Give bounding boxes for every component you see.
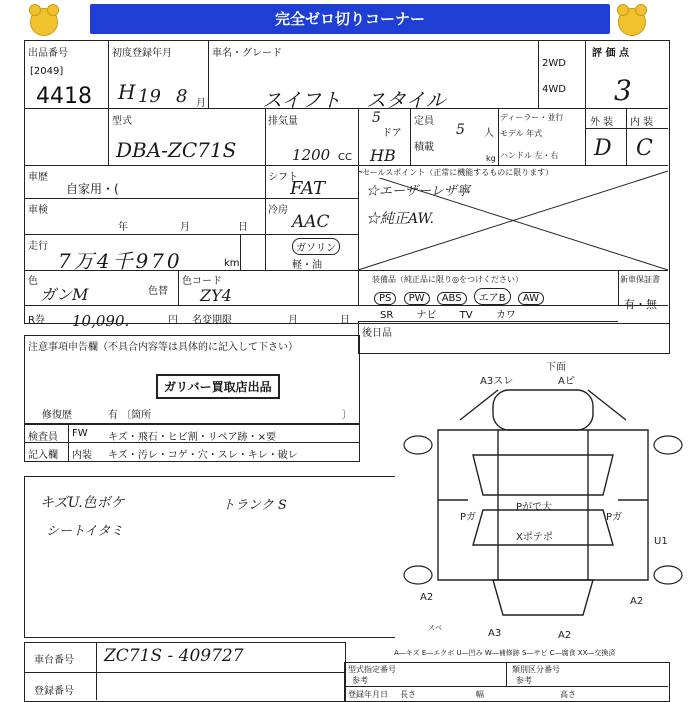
diagram-label-xpo: Xポテポ	[516, 532, 553, 543]
model-code-label: 型式指定番号	[348, 665, 396, 674]
exterior-grade: D	[594, 136, 612, 161]
chassis-value: ZC71S - 409727	[104, 646, 244, 666]
plate-label: 登録番号	[34, 686, 74, 697]
warranty-value: 有・無	[624, 298, 657, 311]
handwritten-note-2: シートイタミ	[46, 524, 124, 539]
inspection-row-2: キズ・汚レ・コゲ・穴・スレ・キレ・破レ	[108, 450, 298, 461]
use-value: 自家用・(	[66, 182, 119, 196]
inspection-interior: 内装	[72, 450, 92, 461]
repair-label: 修復歴	[42, 410, 72, 421]
km-unit: km	[224, 258, 240, 269]
recycle-value: 10,090.	[72, 312, 130, 330]
lot-sub: [2049]	[30, 66, 64, 77]
sales-point-1: ☆エーザーレザ寧	[366, 184, 470, 199]
diagram-label-a2-left: A2	[420, 592, 434, 603]
color-label: 色	[28, 276, 38, 287]
diagram-label-sube: スベ	[428, 624, 442, 632]
shaken-label: 車検	[28, 205, 48, 216]
model-code-ref: 参考	[352, 676, 368, 685]
inspection-fw: FW	[72, 428, 88, 439]
inspection-row-1: キズ・飛石・ヒビ割・リペア跡・×要	[108, 432, 276, 443]
persons-unit: 人	[484, 128, 494, 139]
repair-value: 有 〔箇所	[108, 410, 152, 421]
fuel-gasoline: ガソリン	[292, 238, 340, 255]
use-label: 車歴	[28, 172, 48, 183]
width-label: 幅	[476, 690, 484, 699]
dealer-label: ディーラー・並行	[500, 113, 564, 122]
reg-month-unit: 月	[288, 315, 298, 326]
rear-items-box	[358, 321, 670, 354]
lot-label: 出品番号	[28, 48, 68, 59]
sales-point-2: ☆純正AW.	[366, 211, 434, 227]
model-label: 型式	[112, 116, 132, 127]
diagram-label-a2-right: A2	[630, 596, 644, 607]
equip-ps: PS	[374, 292, 396, 305]
car-name: スイフト	[262, 88, 341, 112]
doors-value: 5	[372, 110, 381, 126]
category-ref: 参考	[516, 676, 532, 685]
equipment-row-2	[380, 306, 520, 321]
diagram-label-pg-center: Pがで大	[516, 502, 553, 513]
equip-pw: PW	[404, 292, 430, 305]
equipment-row-1	[374, 288, 548, 305]
recorder-label: 記入欄	[28, 450, 58, 461]
diagram-label-bottom: 下面	[546, 362, 566, 373]
shaken-month: 月	[180, 222, 190, 233]
body-type: HB	[370, 146, 396, 165]
diagram-label-a3: A3スレ	[480, 376, 514, 387]
cert-label: 登録年月日	[348, 690, 388, 699]
fuel-diesel: 軽・油	[292, 260, 322, 271]
cargo-label: 積載	[414, 142, 434, 153]
exterior-label: 外 装	[590, 117, 614, 128]
car-damage-diagram	[398, 360, 688, 650]
grade: スタイル	[366, 88, 446, 112]
color-value: ガンM	[40, 285, 89, 304]
mascot-right-icon	[618, 8, 646, 36]
length-label: 長さ	[400, 690, 416, 699]
handwritten-note-1: キズU.色ボケ	[40, 495, 125, 511]
stamp: ガリバー買取店出品	[156, 374, 280, 399]
rating: 3	[614, 74, 632, 107]
notes-title: 注意事項申告欄（不具合内容等は具体的に記入して下さい）	[28, 342, 298, 353]
new-car-warranty-label: 新車保証書	[620, 275, 660, 284]
diagram-label-ap: Aピ	[558, 376, 575, 387]
rear-items-label: 後日品	[362, 328, 392, 339]
interior-label: 内 装	[630, 117, 654, 128]
shift-value: FAT	[290, 178, 325, 199]
handwritten-note-3: トランク S	[222, 498, 287, 513]
mileage-label: 走行	[28, 241, 48, 252]
equipment-title: 装備品（純正品に限り◎をつけください）	[372, 275, 523, 284]
displacement: 1200	[292, 146, 331, 164]
color-code: ZY4	[200, 286, 232, 305]
mileage-value: 7万4千970	[58, 249, 183, 273]
inspector-label: 検査員	[28, 432, 58, 443]
kg-unit: kg	[486, 154, 496, 163]
diagram-label-u1: U1	[654, 536, 668, 547]
lot-number: 4418	[36, 84, 92, 109]
drive-4wd: 4WD	[542, 84, 566, 95]
repair-close: 〕	[342, 410, 352, 421]
chassis-label: 車台番号	[34, 655, 74, 666]
diagram-label-a3-bottom: A3	[488, 628, 502, 639]
model-code: DBA-ZC71S	[116, 138, 237, 162]
equip-leather: カワ	[495, 310, 516, 321]
cc-unit: CC	[338, 152, 352, 163]
paint-label: 色替	[148, 286, 168, 297]
category-label: 類別区分番号	[512, 665, 560, 674]
model-year-label: モデル 年式	[500, 129, 543, 138]
car-name-label: 車名・グレード	[212, 48, 282, 59]
drive-2wd: 2WD	[542, 58, 566, 69]
yen-unit: 円	[168, 315, 178, 326]
displacement-label: 排気量	[268, 116, 298, 127]
equip-tv: TV	[459, 310, 473, 321]
equip-abs: ABS	[437, 292, 467, 305]
diagram-label-pg-left: Pガ	[460, 512, 477, 523]
shaken-day: 日	[238, 222, 248, 233]
first-reg-label: 初度登録年月	[112, 48, 172, 59]
diagram-legend: A―キズ E―エクボ U―凹み W―補修跡 S―サビ C―腐食 XX―交換済	[394, 649, 616, 657]
cooler-value: AAC	[292, 212, 330, 232]
recycle-label: R券	[28, 315, 45, 326]
reg-month: 8	[176, 86, 188, 107]
height-label: 高さ	[560, 690, 576, 699]
doors-unit: ドア	[382, 128, 402, 139]
interior-grade: C	[636, 136, 653, 161]
reg-year: 19	[138, 86, 161, 107]
month-unit: 月	[196, 98, 206, 109]
shaken-year: 年	[118, 222, 128, 233]
mascot-left-icon	[30, 8, 58, 36]
equip-aw: AW	[518, 292, 544, 305]
rating-label: 評 価 点	[592, 48, 629, 59]
equip-sr: SR	[380, 310, 394, 321]
capacity-label: 定員	[414, 116, 434, 127]
diagram-label-pg-right: Pガ	[606, 512, 623, 523]
sales-point-title: セールスポイント（正常に機能するものに限ります）	[362, 168, 554, 177]
shift-label: シフト	[268, 172, 298, 183]
equip-airbag: エアB	[474, 288, 511, 305]
reg-day-unit: 日	[340, 315, 350, 326]
handle-label: ハンドル 左・右	[500, 151, 559, 160]
reg-era: H	[118, 80, 136, 104]
equip-navi: ナビ	[416, 310, 437, 321]
color-code-label: 色コード	[182, 276, 222, 287]
page-title: 完全ゼロ切りコーナー	[90, 4, 610, 34]
capacity: 5	[456, 122, 465, 138]
registration-label: 名変期限	[192, 315, 232, 326]
cooler-label: 冷房	[268, 205, 288, 216]
diagram-label-a2-bottom: A2	[558, 630, 572, 641]
